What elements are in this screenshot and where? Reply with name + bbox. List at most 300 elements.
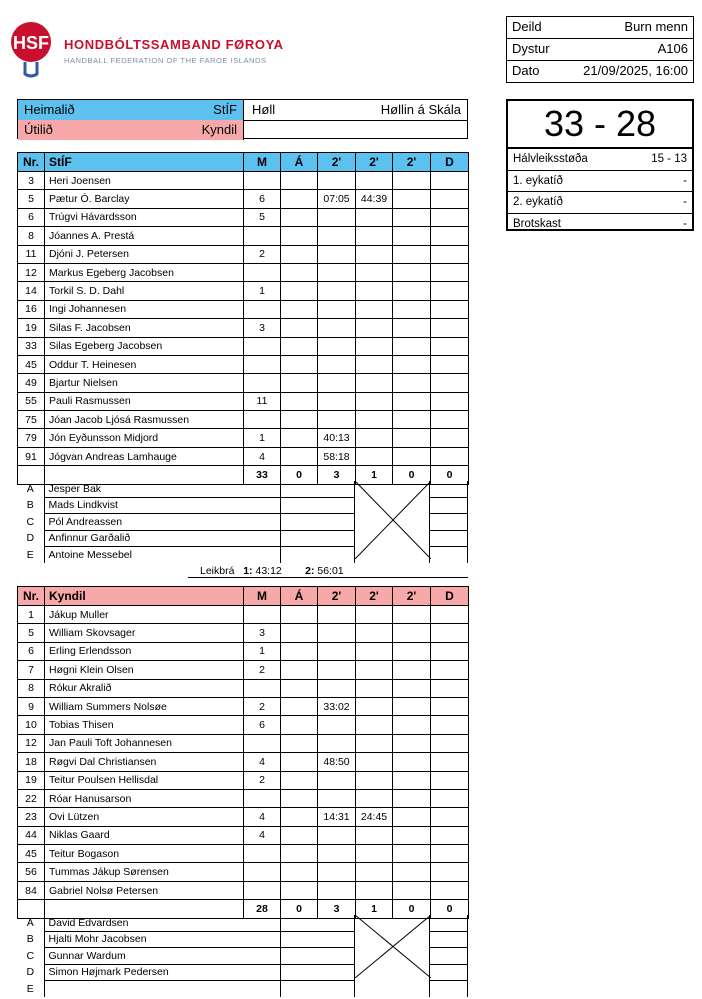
stat-cell [393, 661, 431, 679]
player-row [18, 753, 469, 771]
stat-cell [318, 411, 356, 429]
column-header: D [431, 153, 469, 172]
stat-cell [244, 263, 281, 281]
venue-label: Høll [252, 102, 276, 117]
player-name: Jógvan Andreas Lamhauge [45, 447, 244, 465]
player-number: 7 [18, 661, 45, 679]
total-cell: 0 [281, 466, 318, 484]
player-name: Teitur Bogason [45, 845, 244, 863]
stat-cell [393, 863, 431, 881]
stat-cell [318, 826, 356, 844]
player-number: 79 [18, 429, 45, 447]
stat-cell [393, 697, 431, 715]
total-cell: 0 [393, 466, 431, 484]
player-row [18, 429, 469, 447]
column-header: 2' [393, 587, 431, 606]
stat-cell [356, 679, 393, 697]
stat-cell [318, 374, 356, 392]
stat-cell [281, 429, 318, 447]
home-label: Heimalið [24, 102, 75, 117]
column-header: 2' [318, 587, 356, 606]
stat-cell [281, 845, 318, 863]
official-empty-cell [429, 481, 467, 497]
official-empty-cell [280, 497, 354, 514]
info-row-division [507, 17, 693, 39]
stat-cell [318, 845, 356, 863]
stat-cell [393, 190, 431, 208]
stat-cell [318, 172, 356, 190]
total-cell: 1 [356, 466, 393, 484]
player-row [18, 697, 469, 715]
stat-cell [431, 282, 469, 300]
stat-cell: 3 [244, 624, 281, 642]
player-number: 6 [18, 208, 45, 226]
player-row [18, 624, 469, 642]
column-header: Á [281, 587, 318, 606]
player-name: Djóni J. Petersen [45, 245, 244, 263]
info-row-date [507, 61, 693, 82]
player-name: Gabriel Nolsø Petersen [45, 881, 244, 899]
stat-cell [281, 319, 318, 337]
player-name: William Skovsager [45, 624, 244, 642]
player-number: 23 [18, 808, 45, 826]
stat-cell [318, 863, 356, 881]
player-row [18, 606, 469, 624]
score-box [506, 99, 694, 231]
away-header-row [18, 587, 469, 606]
venue-name: Høllin á Skála [380, 102, 461, 117]
total-cell: 33 [244, 466, 281, 484]
player-number: 10 [18, 716, 45, 734]
stat-cell [356, 753, 393, 771]
stat-cell [393, 300, 431, 318]
stat-cell [318, 355, 356, 373]
player-name: Rókur Akralið [45, 679, 244, 697]
stat-cell [318, 734, 356, 752]
stat-cell [356, 208, 393, 226]
column-header: Nr. [18, 153, 45, 172]
official-empty-cell [429, 530, 467, 547]
score-value: - [683, 174, 687, 187]
away-roster-table [17, 586, 469, 919]
official-empty-cell [280, 514, 354, 531]
official-name: Anfinnur Garðalið [44, 530, 280, 547]
stat-cell [318, 245, 356, 263]
player-row [18, 300, 469, 318]
column-header: Kyndil [45, 587, 244, 606]
total-cell: 0 [393, 900, 431, 918]
player-number: 56 [18, 863, 45, 881]
player-number: 19 [18, 771, 45, 789]
player-name: Pauli Rasmussen [45, 392, 244, 410]
player-number: 91 [18, 447, 45, 465]
stat-cell [281, 411, 318, 429]
player-number: 11 [18, 245, 45, 263]
stat-cell [318, 208, 356, 226]
score-label: Hálvleiksstøða [513, 153, 588, 165]
stat-cell: 6 [244, 716, 281, 734]
player-name: Pætur Ó. Barclay [45, 190, 244, 208]
stat-cell [356, 300, 393, 318]
stat-cell [393, 392, 431, 410]
stat-cell [356, 845, 393, 863]
stat-cell [281, 374, 318, 392]
stat-cell [393, 606, 431, 624]
column-header: 2' [318, 153, 356, 172]
stat-cell [281, 172, 318, 190]
stat-cell [244, 411, 281, 429]
stat-cell [318, 282, 356, 300]
timeout-2-value: 56:01 [317, 565, 344, 577]
stat-cell [318, 337, 356, 355]
stat-cell [393, 355, 431, 373]
info-value: Burn menn [624, 19, 688, 34]
stat-cell [281, 624, 318, 642]
player-number: 45 [18, 355, 45, 373]
home-team-label-cell [18, 100, 244, 120]
score-value: - [683, 196, 687, 208]
hsf-logo-icon [8, 20, 54, 78]
player-row [18, 245, 469, 263]
player-row [18, 263, 469, 281]
stat-cell [281, 753, 318, 771]
stat-cell [393, 282, 431, 300]
stat-cell [393, 263, 431, 281]
column-header: M [244, 153, 281, 172]
stat-cell [318, 263, 356, 281]
player-number: 9 [18, 697, 45, 715]
stat-cell [281, 282, 318, 300]
player-row [18, 679, 469, 697]
stat-cell [431, 881, 469, 899]
player-name: Erling Erlendsson [45, 642, 244, 660]
player-number: 75 [18, 411, 45, 429]
official-name [44, 981, 280, 997]
stat-cell [431, 679, 469, 697]
stat-cell: 4 [244, 753, 281, 771]
stat-cell [431, 734, 469, 752]
stat-cell [281, 661, 318, 679]
stat-cell [318, 319, 356, 337]
player-row [18, 881, 469, 899]
player-number: 1 [18, 606, 45, 624]
stat-cell [244, 863, 281, 881]
stat-cell: 1 [244, 429, 281, 447]
stat-cell [281, 208, 318, 226]
stat-cell [244, 355, 281, 373]
player-name: Ingi Johannesen [45, 300, 244, 318]
player-row [18, 661, 469, 679]
org-name: HONDBÓLTSSAMBAND FØROYA [64, 37, 284, 52]
player-row [18, 208, 469, 226]
stat-cell: 1 [244, 282, 281, 300]
player-row [18, 190, 469, 208]
stat-cell: 58:18 [318, 447, 356, 465]
player-number: 49 [18, 374, 45, 392]
player-name: Bjartur Nielsen [45, 374, 244, 392]
player-row [18, 411, 469, 429]
player-row [18, 282, 469, 300]
player-row [18, 716, 469, 734]
stat-cell [431, 863, 469, 881]
stat-cell [281, 606, 318, 624]
player-row [18, 355, 469, 373]
column-header: StÍF [45, 153, 244, 172]
column-header: 2' [393, 153, 431, 172]
stat-cell [356, 355, 393, 373]
column-header: 2' [356, 153, 393, 172]
player-name: William Summers Nolsøe [45, 697, 244, 715]
player-number: 84 [18, 881, 45, 899]
column-header: Nr. [18, 587, 45, 606]
player-name: Róar Hanusarson [45, 789, 244, 807]
official-name: Jesper Bak [44, 481, 280, 497]
stat-cell [281, 642, 318, 660]
official-empty-cell [280, 948, 354, 965]
stat-cell: 2 [244, 661, 281, 679]
stat-cell [431, 319, 469, 337]
stat-cell [356, 227, 393, 245]
official-empty-cell [429, 948, 467, 965]
stat-cell [431, 392, 469, 410]
stat-cell [356, 337, 393, 355]
stat-cell [318, 606, 356, 624]
official-empty-cell [280, 964, 354, 981]
stat-cell: 4 [244, 447, 281, 465]
official-empty-cell [280, 547, 354, 563]
away-label: Útilið [24, 122, 53, 137]
player-number: 18 [18, 753, 45, 771]
player-row [18, 642, 469, 660]
score-label: Brotskast [513, 217, 561, 230]
player-name: Oddur T. Heinesen [45, 355, 244, 373]
stat-cell: 4 [244, 808, 281, 826]
stat-cell [431, 771, 469, 789]
player-name: Jákup Muller [45, 606, 244, 624]
score-label: 1. eykatíð [513, 174, 563, 187]
home-roster-table [17, 152, 469, 485]
timeouts-divider [188, 577, 468, 578]
stat-cell [393, 642, 431, 660]
official-crossed-cell [354, 981, 429, 997]
stat-cell [393, 337, 431, 355]
player-name: Trúgvi Hávardsson [45, 208, 244, 226]
stat-cell [281, 190, 318, 208]
player-number: 44 [18, 826, 45, 844]
stat-cell [393, 771, 431, 789]
stat-cell: 07:05 [318, 190, 356, 208]
final-score: 33 - 28 [508, 101, 692, 149]
stat-cell [431, 227, 469, 245]
stat-cell [431, 300, 469, 318]
stat-cell [356, 319, 393, 337]
stat-cell [431, 808, 469, 826]
timeout-1-value: 43:12 [255, 565, 282, 577]
stat-cell [431, 661, 469, 679]
stat-cell [393, 826, 431, 844]
stat-cell: 2 [244, 245, 281, 263]
player-number: 6 [18, 642, 45, 660]
official-letter: A [17, 915, 44, 931]
stat-cell: 2 [244, 697, 281, 715]
stat-cell [244, 337, 281, 355]
stat-cell [244, 679, 281, 697]
away-team-line [18, 120, 467, 140]
player-name: Høgni Klein Olsen [45, 661, 244, 679]
stat-cell [356, 697, 393, 715]
info-label: Dato [512, 63, 540, 78]
player-row [18, 172, 469, 190]
player-row [18, 826, 469, 844]
player-number: 33 [18, 337, 45, 355]
away-officials-cross-icon [355, 915, 431, 978]
player-row [18, 374, 469, 392]
stat-cell [356, 881, 393, 899]
stat-cell [356, 374, 393, 392]
stat-cell: 4 [244, 826, 281, 844]
info-value: 21/09/2025, 16:00 [583, 63, 688, 78]
official-empty-cell [429, 964, 467, 981]
player-row [18, 227, 469, 245]
stat-cell [431, 447, 469, 465]
stat-cell [318, 679, 356, 697]
org-subtitle: HANDBALL FEDERATION OF THE FAROE ISLANDS [64, 56, 267, 65]
timeout-1-label: 1: [243, 565, 253, 577]
player-name: Niklas Gaard [45, 826, 244, 844]
total-cell: 0 [431, 900, 469, 918]
stat-cell [393, 881, 431, 899]
stat-cell [281, 227, 318, 245]
player-number: 45 [18, 845, 45, 863]
stat-cell [318, 300, 356, 318]
player-number: 3 [18, 172, 45, 190]
stat-cell [244, 789, 281, 807]
stat-cell [281, 355, 318, 373]
column-header: Á [281, 153, 318, 172]
player-number: 14 [18, 282, 45, 300]
player-name: Markus Egeberg Jacobsen [45, 263, 244, 281]
stat-cell: 1 [244, 642, 281, 660]
stat-cell: 14:31 [318, 808, 356, 826]
stat-cell [244, 606, 281, 624]
stat-cell [431, 411, 469, 429]
score-value: 15 - 13 [651, 153, 687, 165]
info-label: Deild [512, 19, 542, 34]
stat-cell [281, 337, 318, 355]
timeout-2-label: 2: [305, 565, 315, 577]
stat-cell [356, 411, 393, 429]
official-empty-cell [429, 931, 467, 948]
official-letter: D [17, 530, 44, 547]
player-row [18, 447, 469, 465]
stat-cell: 48:50 [318, 753, 356, 771]
player-number: 8 [18, 227, 45, 245]
stat-cell [356, 826, 393, 844]
stat-cell [356, 447, 393, 465]
score-row [508, 192, 692, 214]
stat-cell [356, 771, 393, 789]
match-info-box [506, 16, 694, 83]
stat-cell [244, 227, 281, 245]
stat-cell [281, 881, 318, 899]
stat-cell [431, 642, 469, 660]
player-number: 12 [18, 263, 45, 281]
stat-cell [431, 337, 469, 355]
stat-cell [393, 789, 431, 807]
stat-cell [281, 300, 318, 318]
column-header: M [244, 587, 281, 606]
stat-cell [431, 245, 469, 263]
stat-cell [281, 808, 318, 826]
stat-cell [244, 881, 281, 899]
player-name: Silas Egeberg Jacobsen [45, 337, 244, 355]
stat-cell [393, 429, 431, 447]
official-row [17, 981, 468, 997]
info-value: A106 [657, 41, 688, 56]
player-name: Silas F. Jacobsen [45, 319, 244, 337]
official-letter: D [17, 964, 44, 981]
stat-cell [244, 300, 281, 318]
stat-cell [281, 716, 318, 734]
home-header-row [18, 153, 469, 172]
stat-cell [431, 429, 469, 447]
stat-cell [431, 845, 469, 863]
column-header: 2' [356, 587, 393, 606]
stat-cell: 11 [244, 392, 281, 410]
stat-cell [281, 245, 318, 263]
official-letter: B [17, 931, 44, 948]
stat-cell [356, 863, 393, 881]
stat-cell: 3 [244, 319, 281, 337]
stat-cell: 44:39 [356, 190, 393, 208]
stat-cell [393, 447, 431, 465]
stat-cell [356, 606, 393, 624]
official-name: Mads Lindkvist [44, 497, 280, 514]
score-row [508, 214, 692, 235]
stat-cell [393, 679, 431, 697]
player-row [18, 808, 469, 826]
official-letter: B [17, 497, 44, 514]
score-label: 2. eykatíð [513, 196, 563, 208]
official-letter: E [17, 981, 44, 997]
player-row [18, 845, 469, 863]
stat-cell [281, 263, 318, 281]
stat-cell [431, 374, 469, 392]
stat-cell [318, 661, 356, 679]
home-team-name: StÍF [213, 102, 237, 117]
player-name: Tummas Jákup Sørensen [45, 863, 244, 881]
stat-cell [281, 771, 318, 789]
venue-cell [246, 100, 467, 120]
official-name: Hjalti Mohr Jacobsen [44, 931, 280, 948]
official-empty-cell [280, 481, 354, 497]
stat-cell [393, 716, 431, 734]
stat-cell [393, 227, 431, 245]
stat-cell [393, 319, 431, 337]
player-row [18, 771, 469, 789]
stat-cell [393, 808, 431, 826]
official-name: Pól Andreassen [44, 514, 280, 531]
home-officials-cross-icon [355, 481, 431, 559]
player-row [18, 319, 469, 337]
stat-cell [431, 172, 469, 190]
stat-cell [281, 679, 318, 697]
stat-cell [393, 753, 431, 771]
stat-cell: 5 [244, 208, 281, 226]
stat-cell [393, 734, 431, 752]
player-number: 22 [18, 789, 45, 807]
info-label: Dystur [512, 41, 550, 56]
